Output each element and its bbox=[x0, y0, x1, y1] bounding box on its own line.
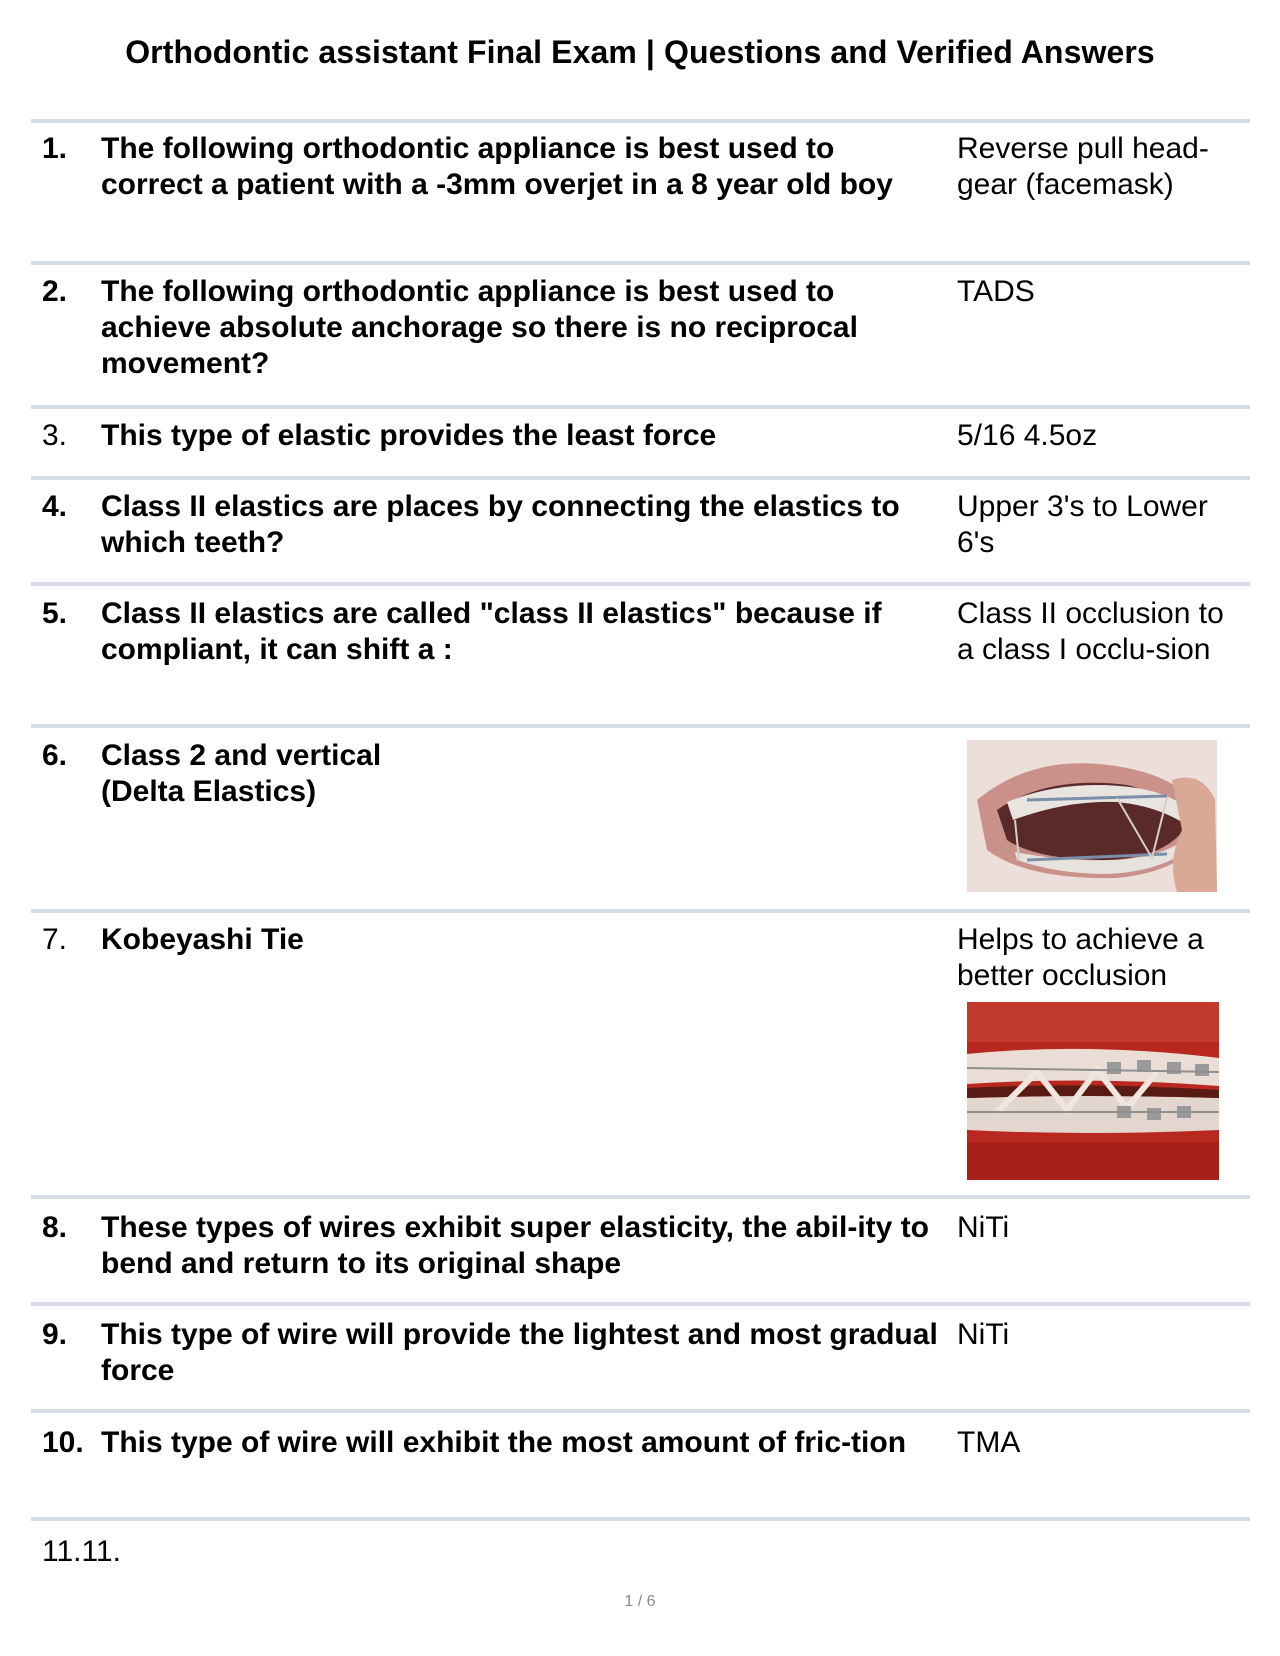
question-text: Class II elastics are called "class II elastics" because if compliant, it can shift a : bbox=[101, 597, 882, 666]
divider bbox=[31, 1517, 1250, 1521]
divider bbox=[31, 724, 1250, 728]
item-number: 10. bbox=[42, 1426, 84, 1459]
question-line: (Delta Elastics) bbox=[101, 775, 317, 808]
question-text: Class II elastics are places by connecting the elastics to which teeth? bbox=[101, 490, 900, 559]
divider bbox=[31, 405, 1250, 409]
item-number: 6. bbox=[42, 739, 68, 772]
item-number: 1. bbox=[42, 132, 68, 165]
answer-text: TMA bbox=[957, 1426, 1021, 1459]
item-number: 8. bbox=[42, 1211, 68, 1244]
divider bbox=[31, 1409, 1250, 1413]
divider bbox=[31, 909, 1250, 913]
question-text: The following orthodontic appliance is best used to achieve absolute anchorage so there is no reciprocal movement? bbox=[101, 275, 858, 380]
page-indicator: 1 / 6 bbox=[624, 1593, 656, 1610]
item-number: 4. bbox=[42, 490, 68, 523]
item-number: 2. bbox=[42, 275, 68, 308]
question-line: Class 2 and vertical bbox=[101, 739, 382, 772]
kobayashi-tie-photo bbox=[967, 1002, 1219, 1180]
item-number: 3. bbox=[42, 419, 68, 452]
answer-text: Class II occlusion to a class I occlu-sion bbox=[957, 597, 1224, 666]
divider bbox=[31, 1302, 1250, 1306]
answer-text: NiTi bbox=[957, 1318, 1010, 1351]
item-number: 11.11. bbox=[42, 1535, 121, 1568]
item-number: 9. bbox=[42, 1318, 68, 1351]
page-title: Orthodontic assistant Final Exam | Questions and Verified Answers bbox=[125, 34, 1155, 70]
question-text: These types of wires exhibit super elasticity, the abil-ity to bend and return to its original shape bbox=[101, 1211, 930, 1280]
answer-text: TADS bbox=[957, 275, 1035, 308]
question-text: This type of wire will provide the lightest and most gradual force bbox=[101, 1318, 938, 1387]
item-number: 7. bbox=[42, 923, 68, 956]
question-text: Kobeyashi Tie bbox=[101, 923, 304, 956]
divider bbox=[31, 476, 1250, 480]
answer-text: 5/16 4.5oz bbox=[957, 419, 1098, 452]
question-text bbox=[101, 738, 941, 810]
divider bbox=[31, 582, 1250, 586]
question-text: The following orthodontic appliance is best used to correct a patient with a -3mm overjet in a 8 year old boy bbox=[101, 132, 893, 201]
divider bbox=[31, 119, 1250, 123]
divider bbox=[31, 1195, 1250, 1199]
braces-delta-elastics-photo bbox=[967, 740, 1217, 892]
answer-text: NiTi bbox=[957, 1211, 1010, 1244]
answer-text: Upper 3's to Lower 6's bbox=[957, 490, 1208, 559]
item-number: 5. bbox=[42, 597, 68, 630]
answer-text: Helps to achieve a better occlusion bbox=[957, 923, 1204, 992]
question-text: This type of elastic provides the least force bbox=[101, 419, 717, 452]
divider bbox=[31, 261, 1250, 265]
answer-text: Reverse pull head-gear (facemask) bbox=[957, 132, 1209, 201]
question-text: This type of wire will exhibit the most amount of fric-tion bbox=[101, 1426, 907, 1459]
